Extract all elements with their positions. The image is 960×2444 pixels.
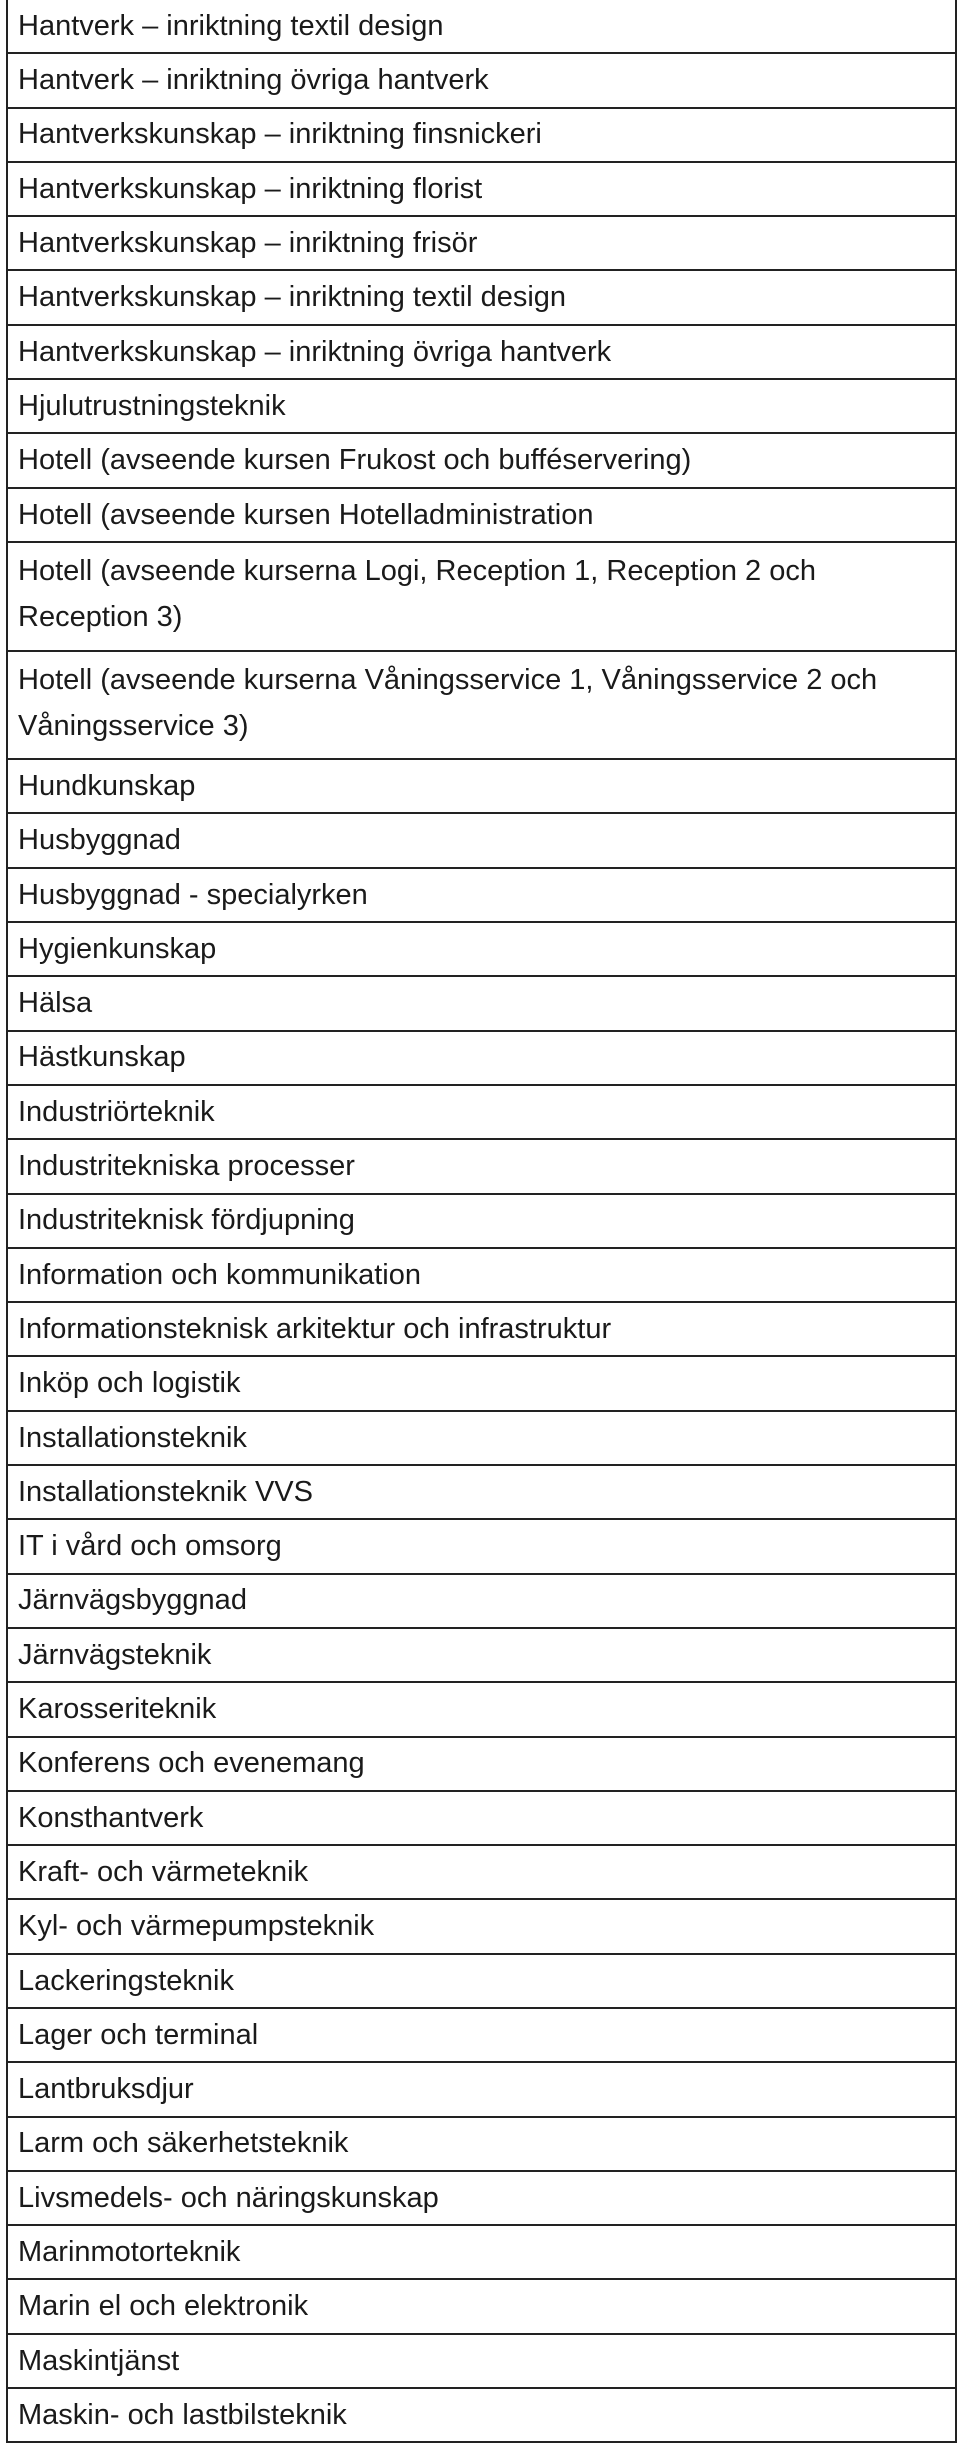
table-row: Husbyggnad [8,814,955,868]
table-row: Hästkunskap [8,1032,955,1086]
table-row: Karosseriteknik [8,1683,955,1737]
table-row: Hotell (avseende kursen Hotelladministration [8,489,955,543]
table-row: Lantbruksdjur [8,2063,955,2117]
table-row: Järnvägsbyggnad [8,1575,955,1629]
table-row: Kyl- och värmepumpsteknik [8,1900,955,1954]
table-row: Hundkunskap [8,760,955,814]
table-row: IT i vård och omsorg [8,1520,955,1574]
table-row: Hantverk – inriktning textil design [8,0,955,54]
table-row: Hantverkskunskap – inriktning frisör [8,217,955,271]
table-row: Maskin- och lastbilsteknik [8,2389,955,2443]
table-row: Hantverkskunskap – inriktning textil design [8,271,955,325]
table-row: Larm och säkerhetsteknik [8,2118,955,2172]
subject-list-table [6,0,957,2443]
table-row: Hantverkskunskap – inriktning finsnickeri [8,109,955,163]
table-row: Hantverkskunskap – inriktning övriga hantverk [8,326,955,380]
table-row: Maskintjänst [8,2335,955,2389]
table-row: Lager och terminal [8,2009,955,2063]
table-row: Inköp och logistik [8,1357,955,1411]
table-row: Hotell (avseende kurserna Våningsservice 1, Våningsservice 2 och Våningsservice 3) [8,652,955,761]
table-row: Hantverkskunskap – inriktning florist [8,163,955,217]
table-row: Livsmedels- och näringskunskap [8,2172,955,2226]
table-row: Hotell (avseende kursen Frukost och bufféservering) [8,434,955,488]
table-row: Industriteknisk fördjupning [8,1195,955,1249]
table-row: Järnvägsteknik [8,1629,955,1683]
table-row: Industriörteknik [8,1086,955,1140]
table-row: Hantverk – inriktning övriga hantverk [8,54,955,108]
table-row: Installationsteknik VVS [8,1466,955,1520]
table-row: Information och kommunikation [8,1249,955,1303]
table-row: Hygienkunskap [8,923,955,977]
table-row: Informationsteknisk arkitektur och infrastruktur [8,1303,955,1357]
table-row: Lackeringsteknik [8,1955,955,2009]
table-row: Hotell (avseende kurserna Logi, Reception 1, Reception 2 och Reception 3) [8,543,955,652]
table-row: Marinmotorteknik [8,2226,955,2280]
table-row: Husbyggnad - specialyrken [8,869,955,923]
table-row: Installationsteknik [8,1412,955,1466]
table-row: Konferens och evenemang [8,1738,955,1792]
table-row: Marin el och elektronik [8,2280,955,2334]
table-row: Industritekniska processer [8,1140,955,1194]
table-row: Konsthantverk [8,1792,955,1846]
table-row: Hjulutrustningsteknik [8,380,955,434]
table-row: Hälsa [8,977,955,1031]
table-row: Kraft- och värmeteknik [8,1846,955,1900]
